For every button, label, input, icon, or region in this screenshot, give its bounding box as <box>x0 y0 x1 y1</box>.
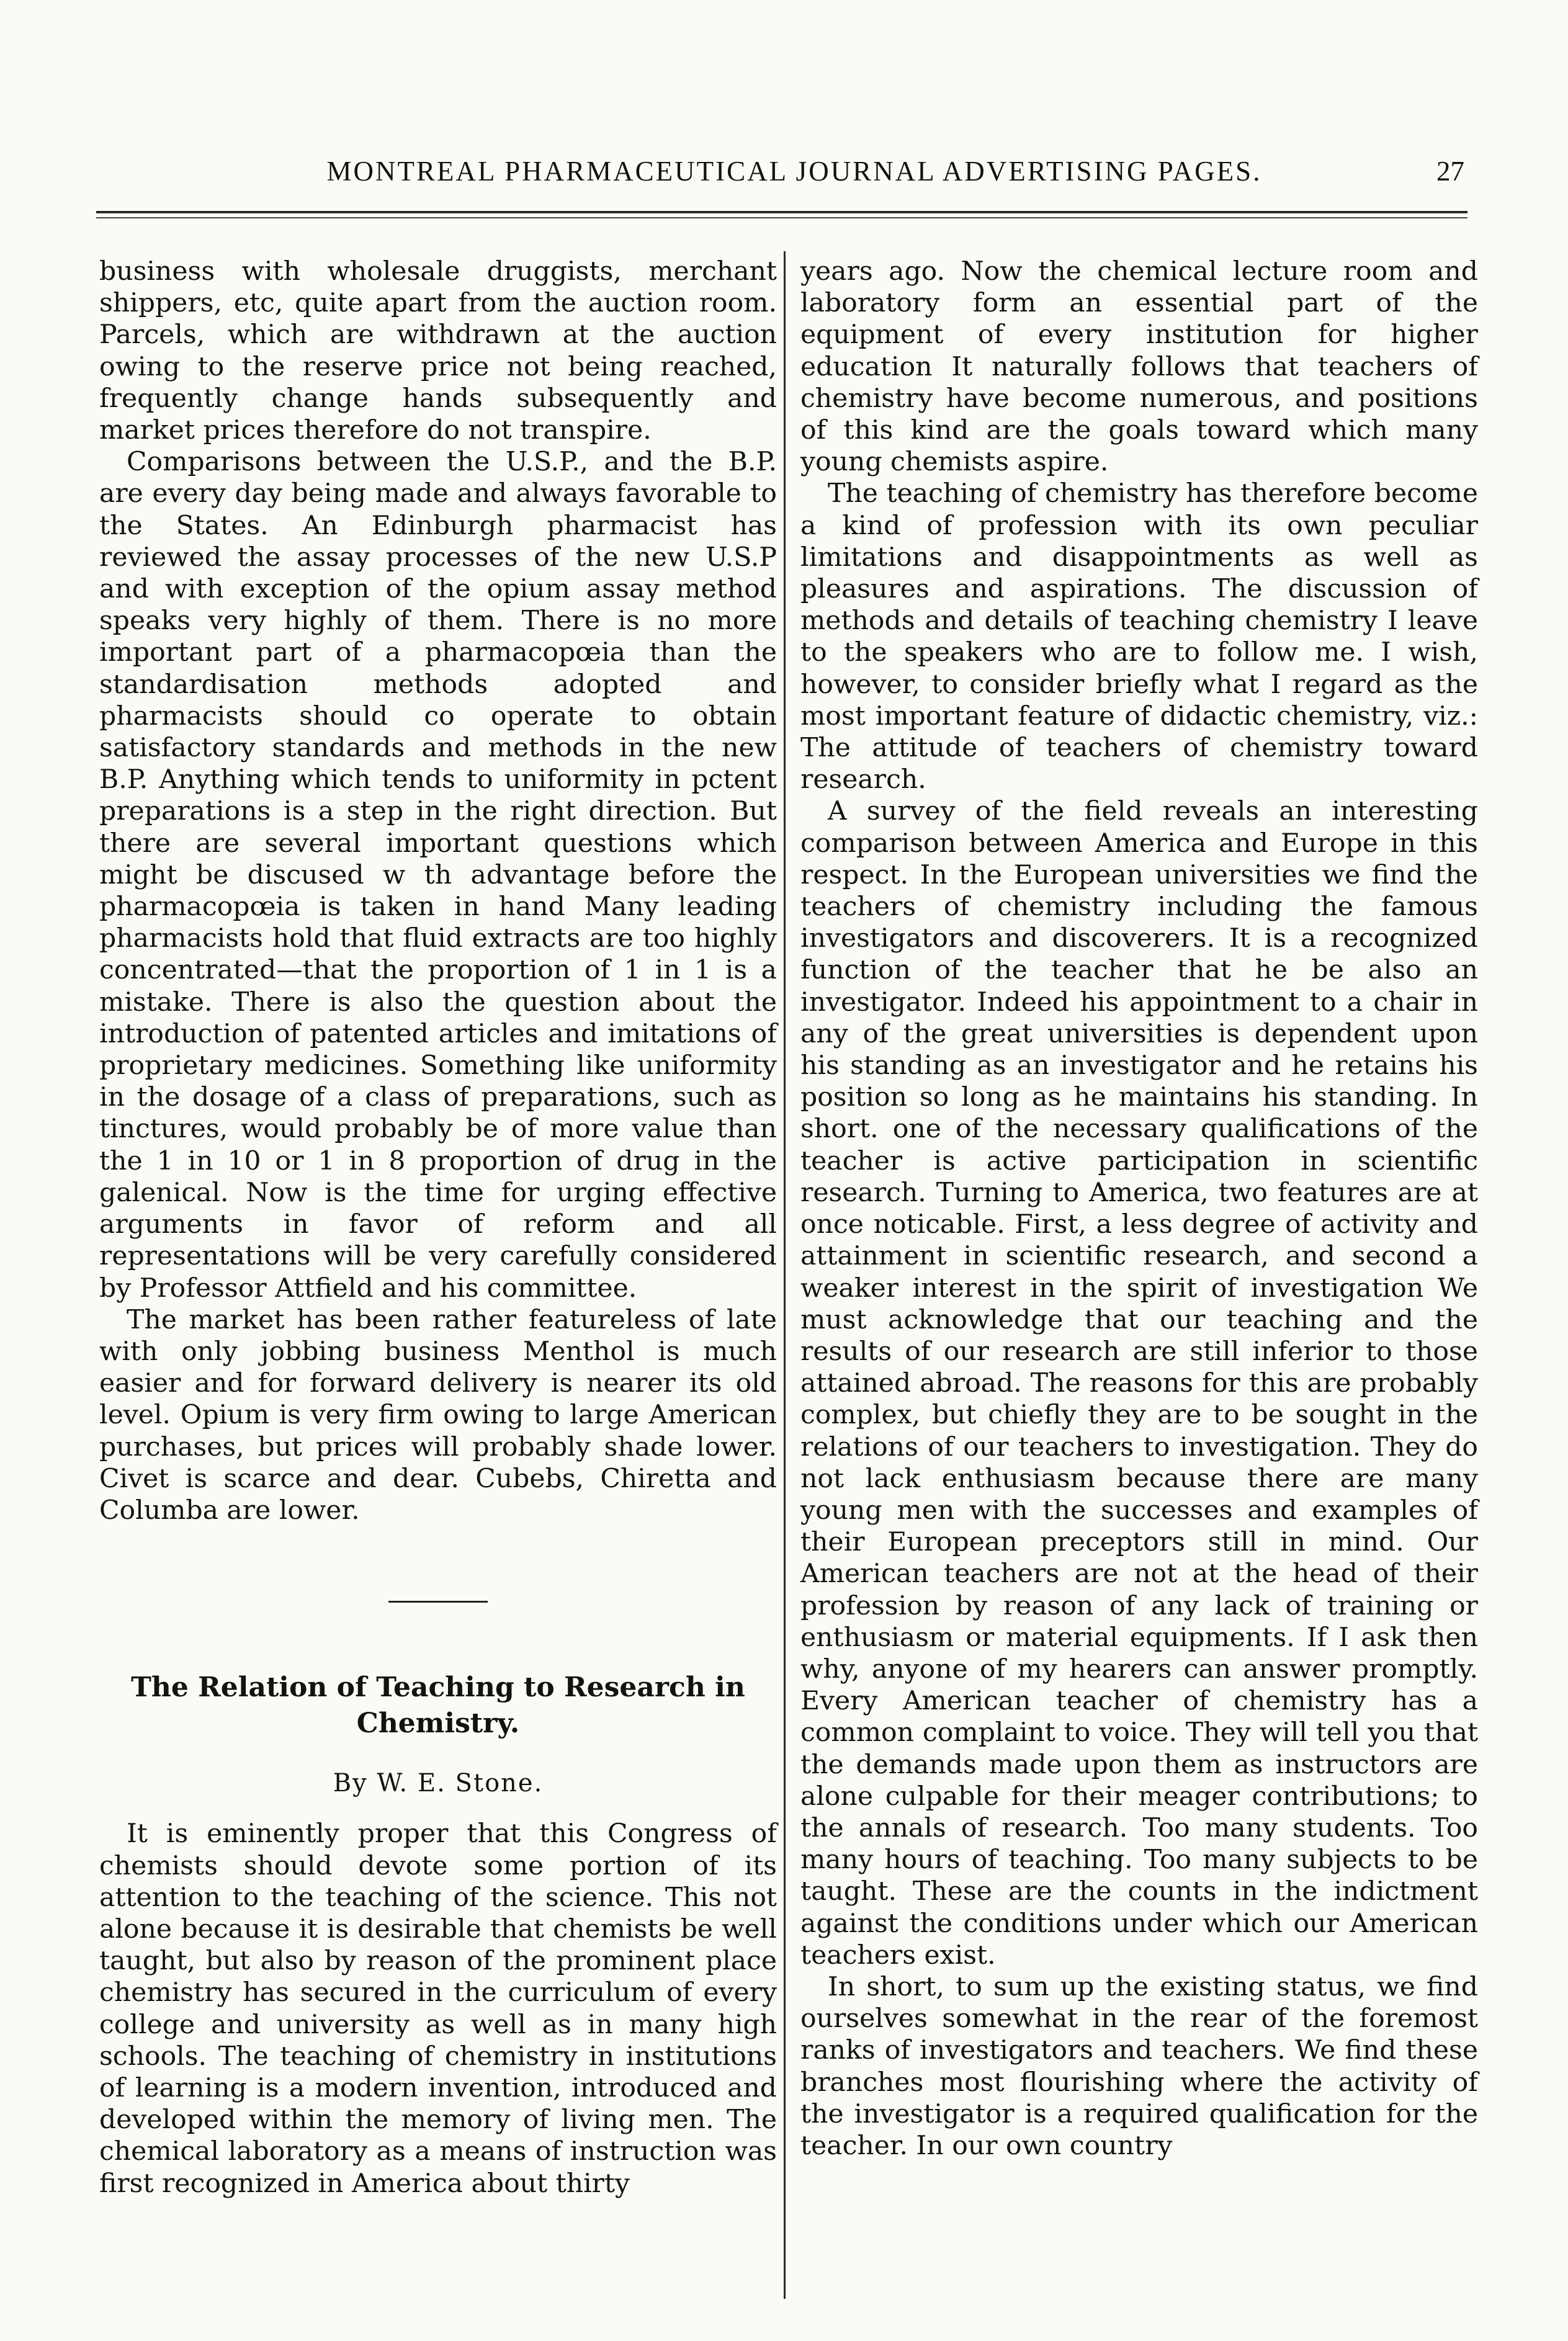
section-divider <box>388 1601 488 1603</box>
running-header <box>205 155 1464 192</box>
article-title: The Relation of Teaching to Research in Chemistry. <box>131 1672 745 1740</box>
header-rule <box>96 211 1467 213</box>
paragraph-market-report: The market has been rather featureless of late with only jobbing business Menthol is much easier and for forward delivery is nearer its old level. Opium is very firm owing to large American purchases, but prices will probably shade lower. Civet is scarce and dear. Cubebs, Chiretta and Columba are lower. <box>99 1304 777 1526</box>
paragraph-teaching-profession: The teaching of chemistry has therefore become a kind of profession with its own peculiar limitations and disappointments as well as pleasures and aspirations. The discussion of methods and details of teaching chemistry I leave to the speakers who are to follow me. I wish, however, to consider briefly what I regard as the most important feature of didactic chemistry, viz.: The attitude of teachers of chemistry toward research. <box>800 478 1478 795</box>
paragraph-article-intro: It is eminently proper that this Congress of chemists should devote some portion of its attention to the teaching of the science. This not alone because it is desirable that chemists be well taught, but also by reason of the prominent place chemistry has secured in the curriculum of every college and university as well as in many high schools. The teaching of chemistry in institutions of learning is a modern invention, introduced and developed within the memory of living men. The chemical laboratory as a means of instruction was first recognized in America about thirty <box>99 1819 777 2199</box>
left-column <box>99 256 777 2200</box>
journal-header-title: MONTREAL PHARMACEUTICAL JOURNAL ADVERTISING PAGES. <box>326 156 1262 187</box>
paragraph-summary: In short, to sum up the existing status, we find ourselves somewhat in the rear of the foremost ranks of investigators and teachers. We find these branches most flourishing where the activity of the investigator is a required qualification for the teacher. In our own country <box>800 1971 1478 2161</box>
article-byline: By W. E. Stone. <box>333 1769 544 1798</box>
right-column <box>800 256 1478 2162</box>
paragraph-auction-room: business with wholesale druggists, merchant shippers, etc, quite apart from the auction room. Parcels, which are withdrawn at the auction owing to the reserve price not being reached, frequently change hands subsequently and market prices therefore do not transpire. <box>99 256 777 446</box>
paragraph-pharmacopoeia: Comparisons between the U.S.P., and the B.P. are every day being made and always favorable to the States. An Edinburgh pharmacist has reviewed the assay processes of the new U.S.P and with exception of the opium assay method speaks very highly of them. There is no more important part of a pharmacopœia than the standardisation methods adopted and pharmacists should co operate to obtain satisfactory standards and methods in the new B.P. Anything which tends to uniformity in pctent preparations is a step in the right direction. But there are several important questions which might be discused w th advantage before the pharmacopœia is taken in hand Many leading pharmacists hold that fluid extracts are too highly concentrated—that the proportion of 1 in 1 is a mistake. There is also the question about the introduction of patented articles and imitations of proprietary medicines. Something like uniformity in the dosage of a class of preparations, such as tinctures, would probably be of more value than the 1 in 10 or 1 in 8 proportion of drug in the galenical. Now is the time for urging effective arguments in favor of reform and all representations will be very carefully considered by Professor Attfield and his committee. <box>99 447 777 1304</box>
paragraph-survey: A survey of the field reveals an interesting comparison between America and Europe in this respect. In the European universities we find the teachers of chemistry including the famous investigators and discoverers. It is a recognized function of the teacher that he be also an investigator. Indeed his appointment to a chair in any of the great universities is dependent upon his standing as an investigator and he retains his position so long as he maintains his standing. In short. one of the necessary qualifications of the teacher is active participation in scientific research. Turning to America, two features are at once noticable. First, a less degree of activity and attainment in scientific research, and second a weaker interest in the spirit of investigation We must acknowledge that our teaching and the results of our research are still inferior to those attained abroad. The reasons for this are probably complex, but chiefly they are to be sought in the relations of our teachers to investigation. They do not lack enthusiasm because there are many young men with the successes and examples of their European preceptors still in mind. Our American teachers are not at the head of their profession by reason of any lack of training or enthusiasm or material equipments. If I ask then why, anyone of my hearers can answer promptly. Every American teacher of chemistry has a common complaint to voice. They will tell you that the demands made upon them as instructors are alone culpable for their meager contributions; to the annals of research. Too many students. Too many hours of teaching. Too many subjects to be taught. These are the counts in the indictment against the conditions under which our American teachers exist. <box>800 796 1478 1971</box>
page-number: 27 <box>1436 156 1464 187</box>
header-rule-secondary <box>96 217 1467 218</box>
paragraph-continuation: years ago. Now the chemical lecture room and laboratory form an essential part of the equipment of every institution for higher education It naturally follows that teachers of chemistry have become numerous, and positions of this kind are the goals toward which many young chemists aspire. <box>800 256 1478 478</box>
column-divider <box>784 251 786 2299</box>
